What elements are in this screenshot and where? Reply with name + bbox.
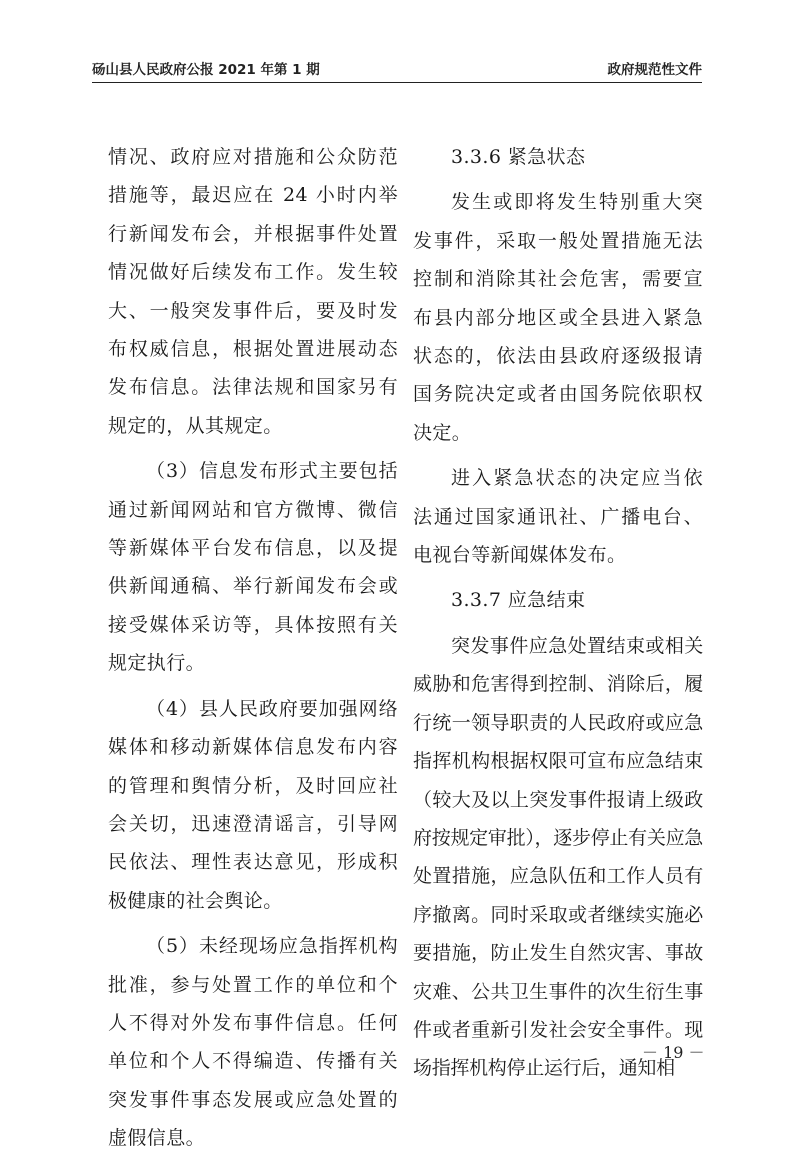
section-heading-emergency-end: 3.3.7 应急结束 [451,589,586,612]
paragraph-unauthorized-release: （5）未经现场应急指挥机构批准，参与处置工作的单位和个人不得对外发布事件信息。任何单位和个人不得编造、传播有关突发事件事态发展或应急处置的虚假信息。 [108,935,398,1150]
page-header [92,58,702,83]
left-column [108,138,398,1158]
header-publication-title: 砀山县人民政府公报 2021 年第 1 期 [92,62,320,78]
paragraph-emergency-state: 发生或即将发生特别重大突发事件，采取一般处置措施无法控制和消除其社会危害，需要宣布县内部分地区或全县进入紧急状态的，依法由县政府逐级报请国务院决定或者由国务院依职权决定。 [413,191,703,444]
paragraph-release-format: （3）信息发布形式主要包括通过新闻网站和官方微博、微信等新媒体平台发布信息，以及提供新闻通稿、举行新闻发布会或接受媒体采访等，具体按照有关规定执行。 [108,460,398,675]
paragraph-emergency-announcement: 进入紧急状态的决定应当依法通过国家通讯社、广播电台、电视台等新闻媒体发布。 [413,467,703,567]
paragraph-network-media: （4）县人民政府要加强网络媒体和移动新媒体信息发布内容的管理和舆情分析，及时回应社会关切，迅速澄清谣言，引导网民依法、理性表达意见，形成积极健康的社会舆论。 [108,697,398,912]
right-column [413,138,703,1088]
paragraph-emergency-end: 突发事件应急处置结束或相关威胁和危害得到控制、消除后，履行统一领导职责的人民政府或应急指挥机构根据权限可宣布应急结束（较大及以上突发事件报请上级政府按规定审批），逐步停止有关应急处置措施，应急队伍和工作人员有序撤离。同时采取或者继续实施必要措施，防止发生自然灾害、事故灾难、公共卫生事件的次生衍生事件或者重新引发社会安全事件。现场指挥机构停止运行后，通知相 [413,634,703,1080]
header-section-title: 政府规范性文件 [607,62,702,78]
paragraph-release-timing: 情况、政府应对措施和公众防范措施等，最迟应在 24 小时内举行新闻发布会，并根据事件处置情况做好后续发布工作。发生较大、一般突发事件后，要及时发布权威信息，根据处置进展动态发布信息。法律法规和国家另有规定的，从其规定。 [108,146,398,437]
page-number: － 19 － [642,1043,705,1062]
section-heading-emergency-state: 3.3.6 紧急状态 [451,146,586,168]
